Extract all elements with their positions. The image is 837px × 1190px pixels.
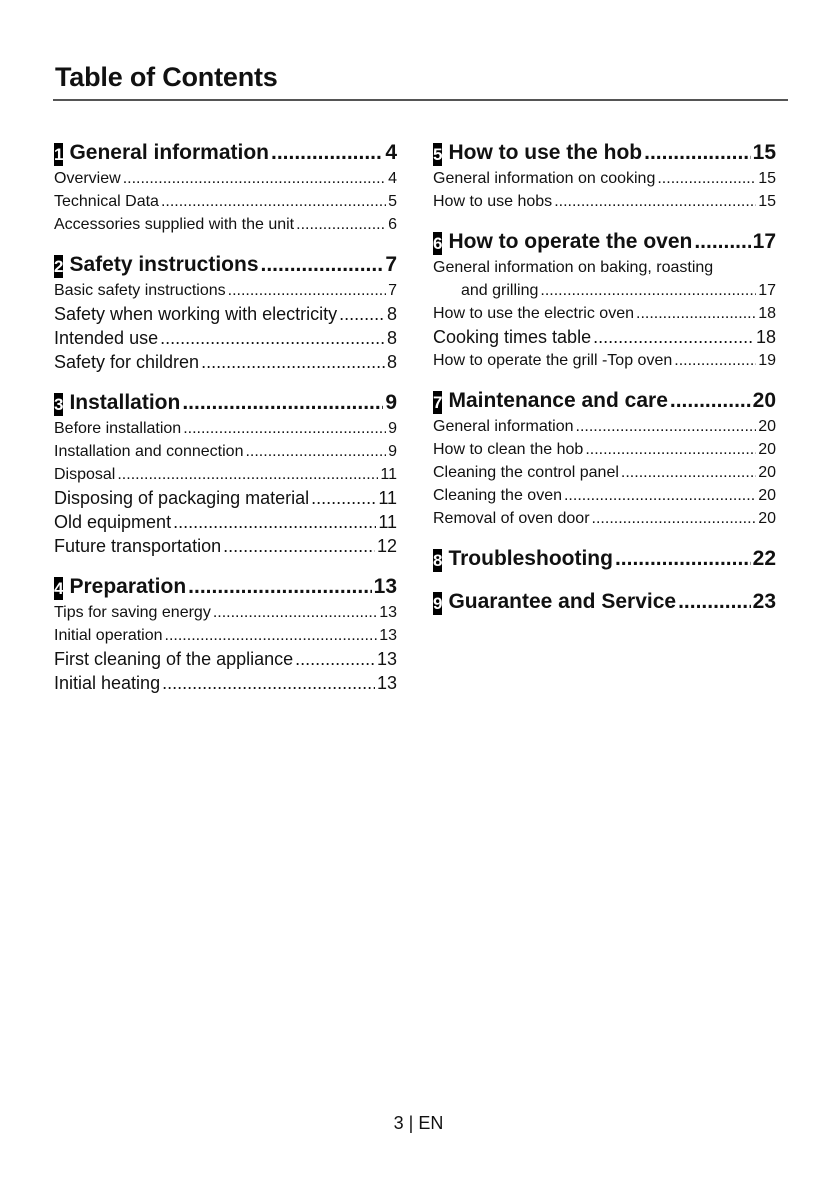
section-title: Preparation — [69, 575, 187, 598]
dot-leader — [162, 671, 375, 695]
section-heading[interactable] — [54, 251, 397, 279]
entry-title: Removal of oven door — [433, 510, 590, 527]
toc-section-2 — [54, 251, 397, 374]
entry-title: Before installation — [54, 420, 182, 437]
entry-title: How to use the electric oven — [433, 305, 634, 322]
dot-leader — [621, 461, 756, 484]
section-page: 7 — [385, 253, 397, 276]
entry-title: Old equipment — [54, 512, 172, 532]
entry-title: Initial operation — [54, 627, 163, 644]
entry-title: Disposing of packaging material — [54, 488, 310, 508]
toc-section-7 — [433, 387, 776, 530]
entry-page: 15 — [758, 170, 776, 187]
toc-entry[interactable] — [54, 302, 397, 326]
entry-page: 19 — [758, 352, 776, 369]
toc-entry[interactable] — [54, 279, 397, 302]
toc-entry[interactable] — [54, 601, 397, 624]
dot-leader — [657, 167, 756, 190]
toc-entry[interactable] — [433, 190, 776, 213]
dot-leader — [694, 228, 750, 256]
dot-leader — [271, 139, 383, 167]
section-number-badge: 6 — [433, 234, 443, 253]
dot-leader — [674, 349, 756, 372]
toc-entry[interactable] — [54, 440, 397, 463]
toc-entry[interactable] — [54, 350, 397, 374]
section-page: 20 — [752, 389, 776, 412]
entry-page: 8 — [386, 304, 397, 324]
entry-page: 11 — [378, 488, 397, 508]
section-heading[interactable] — [433, 588, 776, 616]
section-title: Troubleshooting — [448, 547, 613, 570]
dot-leader — [245, 440, 386, 463]
dot-leader — [213, 601, 377, 624]
entry-page: 9 — [388, 443, 397, 460]
page-number: 3 — [393, 1113, 404, 1133]
toc-entry[interactable] — [433, 461, 776, 484]
toc-entry[interactable] — [54, 213, 397, 236]
toc-section-3 — [54, 389, 397, 558]
section-page: 4 — [385, 141, 397, 164]
section-page: 17 — [752, 230, 776, 253]
dot-leader — [615, 545, 751, 573]
entry-page: 11 — [378, 512, 397, 532]
dot-leader — [223, 534, 375, 558]
entry-title: Accessories supplied with the unit — [54, 216, 295, 233]
toc-right-column — [433, 139, 776, 631]
entry-page: 12 — [376, 536, 397, 556]
section-number-badge: 9 — [433, 594, 443, 613]
entry-page: 5 — [388, 193, 397, 210]
toc-entry[interactable] — [54, 671, 397, 695]
entry-title: Initial heating — [54, 673, 161, 693]
section-number-badge: 8 — [433, 551, 443, 570]
toc-entry[interactable] — [433, 349, 776, 372]
dot-leader — [160, 326, 385, 350]
section-number-badge: 7 — [433, 393, 443, 412]
entry-title-first-line[interactable]: General information on baking, roasting — [433, 259, 714, 276]
toc-entry[interactable] — [433, 415, 776, 438]
section-heading[interactable] — [433, 139, 776, 167]
section-number-badge: 3 — [54, 395, 64, 414]
toc-section-6 — [433, 228, 776, 372]
footer-separator: | — [408, 1113, 414, 1133]
section-heading[interactable] — [433, 545, 776, 573]
entry-page: 20 — [758, 418, 776, 435]
dot-leader — [295, 647, 375, 671]
entry-page: 20 — [758, 487, 776, 504]
page-footer — [0, 1113, 837, 1134]
section-heading[interactable] — [54, 389, 397, 417]
entry-title: First cleaning of the appliance — [54, 649, 294, 669]
dot-leader — [173, 510, 376, 534]
entry-page: 18 — [755, 327, 776, 347]
section-title: General information — [69, 141, 269, 164]
toc-entry[interactable] — [54, 624, 397, 647]
toc-section-9 — [433, 588, 776, 616]
toc-entry[interactable] — [54, 486, 397, 510]
dot-leader — [296, 213, 386, 236]
title-divider — [53, 99, 788, 101]
dot-leader — [165, 624, 378, 647]
toc-entry[interactable] — [54, 534, 397, 558]
dot-leader — [123, 167, 386, 190]
entry-title: How to clean the hob — [433, 441, 584, 458]
dot-leader — [554, 190, 756, 213]
section-title: Safety instructions — [69, 253, 259, 276]
section-number-badge: 5 — [433, 145, 443, 164]
toc-entry[interactable] — [54, 190, 397, 213]
section-page: 9 — [385, 391, 397, 414]
entry-title: Installation and connection — [54, 443, 244, 460]
toc-entry[interactable] — [54, 167, 397, 190]
entry-page: 20 — [758, 510, 776, 527]
entry-page: 13 — [376, 673, 397, 693]
entry-title: Tips for saving energy — [54, 604, 211, 621]
entry-page: 8 — [386, 328, 397, 348]
entry-page: 17 — [758, 282, 776, 299]
toc-entry[interactable] — [433, 507, 776, 530]
toc-section-1 — [54, 139, 397, 236]
entry-page: 7 — [388, 282, 397, 299]
dot-leader — [201, 350, 385, 374]
section-heading[interactable] — [433, 228, 776, 256]
toc-entry[interactable] — [54, 326, 397, 350]
dot-leader — [161, 190, 386, 213]
section-heading[interactable] — [433, 387, 776, 415]
section-page: 13 — [373, 575, 397, 598]
language-code: EN — [418, 1113, 444, 1133]
entry-title: Future transportation — [54, 536, 222, 556]
dot-leader — [585, 438, 756, 461]
toc-left-column — [54, 139, 397, 710]
toc-entry[interactable] — [433, 325, 776, 349]
entry-title: How to operate the grill -Top oven — [433, 352, 673, 369]
entry-title: General information — [433, 418, 574, 435]
entry-page: 15 — [758, 193, 776, 210]
section-number-badge: 4 — [54, 579, 64, 598]
entry-title: Cooking times table — [433, 327, 592, 347]
dot-leader — [592, 507, 757, 530]
entry-title: Technical Data — [54, 193, 159, 210]
entry-page: 13 — [379, 627, 397, 644]
entry-page: 13 — [379, 604, 397, 621]
toc-section-8 — [433, 545, 776, 573]
entry-page: 11 — [380, 466, 397, 483]
dot-leader — [117, 463, 378, 486]
section-title: Maintenance and care — [448, 389, 668, 412]
entry-page: 18 — [758, 305, 776, 322]
entry-title: Cleaning the oven — [433, 487, 562, 504]
entry-page: 20 — [758, 464, 776, 481]
dot-leader — [183, 417, 386, 440]
section-title: Installation — [69, 391, 181, 414]
entry-page: 8 — [386, 352, 397, 372]
entry-title: General information on cooking — [433, 170, 656, 187]
dot-leader — [670, 387, 751, 415]
entry-title-continued: and grilling — [461, 282, 539, 299]
dot-leader — [311, 486, 376, 510]
section-heading[interactable] — [54, 139, 397, 167]
section-page: 22 — [752, 547, 776, 570]
dot-leader — [188, 573, 371, 601]
section-title: Guarantee and Service — [448, 590, 677, 613]
toc-section-5 — [433, 139, 776, 213]
section-page: 15 — [752, 141, 776, 164]
toc-entry[interactable] — [433, 302, 776, 325]
toc-entry[interactable] — [433, 279, 776, 302]
entry-title: Cleaning the control panel — [433, 464, 619, 481]
toc-section-4 — [54, 573, 397, 695]
entry-page: 4 — [388, 170, 397, 187]
toc-entry[interactable] — [433, 438, 776, 461]
page-title: Table of Contents — [55, 62, 278, 92]
entry-page: 9 — [388, 420, 397, 437]
entry-page: 20 — [758, 441, 776, 458]
dot-leader — [182, 389, 383, 417]
dot-leader — [228, 279, 386, 302]
toc-entry[interactable] — [433, 167, 776, 190]
dot-leader — [540, 279, 756, 302]
toc-entry[interactable] — [433, 484, 776, 507]
section-title: How to operate the oven — [448, 230, 693, 253]
dot-leader — [636, 302, 756, 325]
entry-title: Disposal — [54, 466, 116, 483]
section-page: 23 — [752, 590, 776, 613]
toc-entry[interactable] — [54, 417, 397, 440]
section-title: How to use the hob — [448, 141, 643, 164]
entry-title: Basic safety instructions — [54, 282, 226, 299]
entry-title: Safety for children — [54, 352, 200, 372]
section-number-badge: 2 — [54, 257, 64, 276]
dot-leader — [564, 484, 756, 507]
dot-leader — [261, 251, 384, 279]
entry-page: 13 — [376, 649, 397, 669]
entry-title: How to use hobs — [433, 193, 553, 210]
entry-title: Overview — [54, 170, 121, 187]
section-heading[interactable] — [54, 573, 397, 601]
dot-leader — [339, 302, 385, 326]
entry-title: Safety when working with electricity — [54, 304, 338, 324]
entry-title: Intended use — [54, 328, 159, 348]
dot-leader — [593, 325, 754, 349]
dot-leader — [644, 139, 751, 167]
dot-leader — [678, 588, 751, 616]
section-number-badge: 1 — [54, 145, 64, 164]
toc-entry[interactable] — [54, 463, 397, 486]
dot-leader — [576, 415, 757, 438]
entry-page: 6 — [388, 216, 397, 233]
toc-entry[interactable] — [54, 647, 397, 671]
toc-entry[interactable] — [54, 510, 397, 534]
